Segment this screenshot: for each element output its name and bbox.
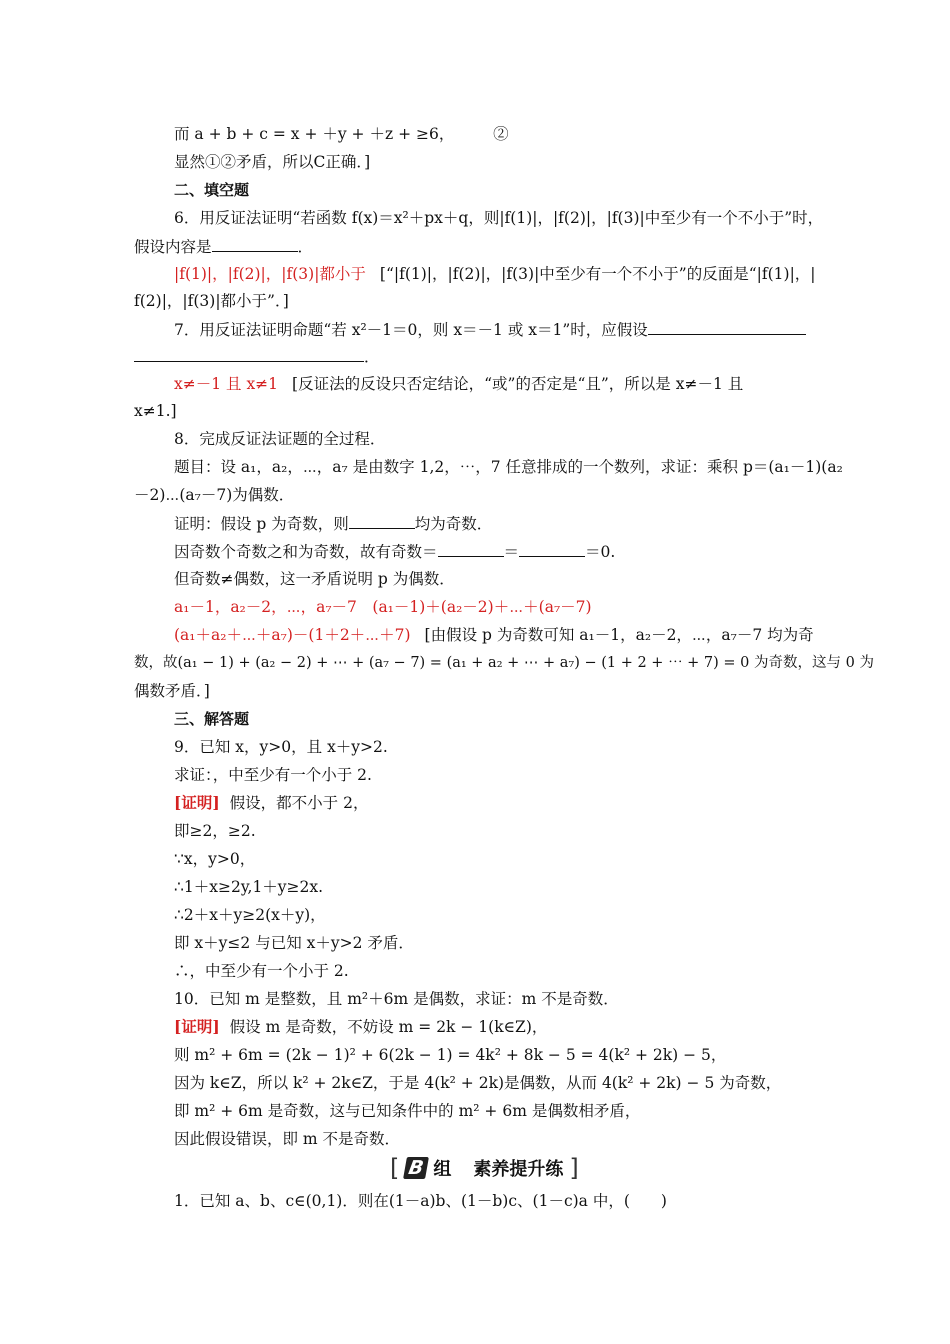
answer-text: x≠－1 且 x≠1	[174, 375, 279, 393]
answer-6	[174, 263, 819, 285]
group-title: 素养提升练	[473, 1159, 564, 1180]
answer-text: (a₁＋a₂＋⋯＋a₇)－(1＋2＋⋯＋7)	[174, 626, 411, 644]
section-heading: 二、填空题	[174, 181, 250, 199]
text: 假设，都不小于 2，	[229, 794, 369, 812]
proof-tag: [证明]	[174, 1017, 220, 1036]
question-7-cont	[134, 345, 819, 368]
proof-line: 但奇数≠偶数，这一矛盾说明 p 为偶数．	[174, 570, 455, 588]
question-8-text: 题目：设 a₁，a₂，⋯，a₇ 是由数字 1,2，⋯，7 任意排成的一个数列，求证：乘积 p＝(a₁－1)(a₂	[174, 458, 843, 476]
answer-8-cont	[174, 624, 819, 646]
text: 假设 m 是奇数，不妨设 m = 2k − 1(k∈Z)，	[229, 1018, 548, 1036]
answer-blank	[438, 540, 504, 557]
proof-line	[174, 1016, 819, 1038]
text: 7．用反证法证明命题“若 x²－1＝0，则 x＝－1 或 x＝1”时，应假设	[174, 321, 648, 339]
text: 因奇数个奇数之和为奇数，故有奇数＝	[174, 543, 438, 561]
question-8-text-cont: －2)⋯(a₇－7)为偶数．	[134, 486, 295, 504]
proof-line: 即≥2，≥2.	[174, 822, 256, 840]
question-9-claim: 求证：，中至少有一个小于 2.	[174, 766, 372, 784]
question-8: 8．完成反证法证题的全过程．	[174, 430, 386, 448]
question-10: 10．已知 m 是整数，且 m²＋6m 是偶数，求证：m 不是奇数．	[174, 990, 619, 1008]
question-b1: 1．已知 a、b、c∈(0,1)．则在(1－a)b、(1－b)c、(1－c)a 中，( )	[174, 1192, 667, 1210]
group-label: 组	[433, 1159, 452, 1180]
proof-line: 即 m² + 6m 是奇数，这与已知条件中的 m² + 6m 是偶数相矛盾，	[174, 1102, 641, 1120]
proof-line: ∴1＋x≥2y,1＋y≥2x.	[174, 878, 324, 896]
explanation: [“|f(1)|，|f(2)|，|f(3)|中至少有一个不小于”的反面是“|f(1)|，|	[379, 265, 816, 283]
proof-line: 即 x＋y≤2 与已知 x＋y>2 矛盾．	[174, 934, 414, 952]
proof-line	[174, 512, 819, 535]
question-9: 9．已知 x，y>0，且 x＋y>2.	[174, 738, 388, 756]
answer-text: |f(1)|，|f(2)|，|f(3)|都小于	[174, 265, 366, 283]
answer-7	[174, 373, 819, 395]
bracket-open: [	[390, 1154, 400, 1182]
text-line: 显然①②矛盾，所以C正确．]	[174, 153, 371, 171]
explanation: [由假设 p 为奇数可知 a₁－1，a₂－2，⋯，a₇－7 均为奇	[424, 626, 814, 644]
text-line: 而 a + b + c = x + ＋y + ＋z + ≥6， ②	[174, 125, 509, 143]
explanation-cont: x≠1.]	[134, 402, 177, 420]
question-6: 6．用反证法证明“若函数 f(x)＝x²＋px＋q，则|f(1)|，|f(2)|，|f(3)|中至少有一个不小于”时，	[174, 209, 824, 227]
answer-blank	[349, 512, 415, 529]
proof-line	[174, 540, 819, 563]
proof-line: 则 m² + 6m = (2k − 1)² + 6(2k − 1) = 4k² + 8k − 5 = 4(k² + 2k) − 5，	[174, 1046, 727, 1064]
explanation-cont: f(2)|，|f(3)|都小于”．]	[134, 292, 289, 310]
answer-blank	[212, 235, 298, 252]
proof-tag: [证明]	[174, 793, 220, 812]
answer-blank	[519, 540, 585, 557]
explanation: [反证法的反设只否定结论，“或”的否定是“且”，所以是 x≠－1 且	[292, 375, 744, 393]
text: ＝0.	[585, 543, 616, 561]
text: ．	[364, 348, 380, 366]
bracket-close: ]	[569, 1154, 579, 1182]
proof-line: 因为 k∈Z，所以 k² + 2k∈Z，于是 4(k² + 2k)是偶数，从而 4(k² + 2k) − 5 为奇数，	[174, 1074, 782, 1092]
text: 证明：假设 p 为奇数，则	[174, 515, 349, 533]
explanation-cont: 数，故(a₁ − 1) + (a₂ − 2) + ⋯ + (a₇ − 7) = (a₁ + a₂ + ⋯ + a₇) − (1 + 2 + ⋯ + 7) = 0 为奇数，这与 0 为	[134, 655, 874, 671]
text: 均为奇数．	[414, 515, 493, 533]
answer-blank	[648, 318, 806, 335]
proof-line: 因此假设错误，即 m 不是奇数．	[174, 1130, 401, 1148]
group-b-banner	[390, 1153, 579, 1183]
answer-8: a₁－1，a₂－2，⋯，a₇－7 (a₁－1)＋(a₂－2)＋⋯＋(a₇－7)	[174, 598, 592, 616]
proof-line: ∴，中至少有一个小于 2.	[174, 962, 349, 980]
question-6-cont	[134, 235, 819, 258]
proof-line: ∵x，y>0，	[174, 850, 256, 868]
proof-line: ∴2＋x＋y≥2(x＋y)，	[174, 906, 326, 924]
explanation-cont: 偶数矛盾．]	[134, 682, 210, 700]
proof-line	[174, 792, 819, 814]
question-7	[174, 318, 819, 341]
text: ．	[297, 238, 314, 256]
b-group-icon: B	[403, 1157, 429, 1179]
text: 假设内容是	[134, 238, 212, 256]
text: ＝	[503, 543, 520, 561]
answer-blank	[134, 345, 364, 362]
section-heading: 三、解答题	[174, 710, 250, 728]
